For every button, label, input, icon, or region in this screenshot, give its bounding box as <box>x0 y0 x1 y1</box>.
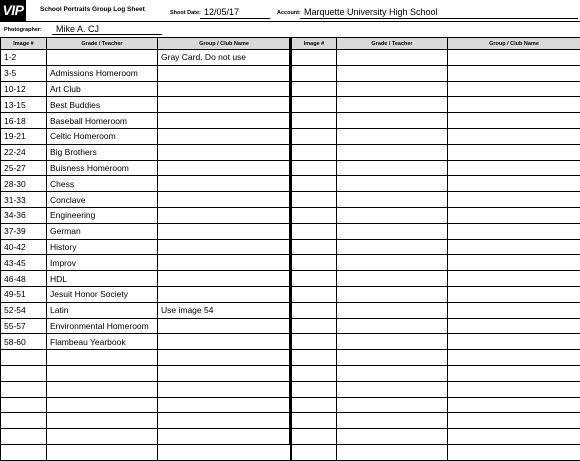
table-row <box>1 144 291 160</box>
table-row <box>1 350 291 366</box>
image-number-cell: 49-51 <box>1 286 47 302</box>
group-club-cell <box>448 350 580 366</box>
table-row <box>1 97 291 113</box>
grade-teacher-cell <box>337 255 448 271</box>
grade-teacher-cell <box>337 239 448 255</box>
image-number-cell <box>1 429 47 445</box>
table-row <box>1 444 291 460</box>
grade-teacher-cell: Baseball Homeroom <box>47 113 158 129</box>
table-row <box>292 160 580 176</box>
grade-teacher-cell: Celtic Homeroom <box>47 128 158 144</box>
header-grade-teacher: Grade / Teacher <box>47 38 158 50</box>
image-number-cell <box>292 397 337 413</box>
grade-teacher-cell <box>47 413 158 429</box>
group-club-cell <box>448 50 580 66</box>
photographer-underline <box>52 34 162 35</box>
table-row <box>1 113 291 129</box>
grade-teacher-cell <box>47 429 158 445</box>
table-row <box>292 444 580 460</box>
image-number-cell <box>292 286 337 302</box>
image-number-cell <box>292 334 337 350</box>
grade-teacher-cell: Jesuit Honor Society <box>47 286 158 302</box>
image-number-cell <box>292 81 337 97</box>
header-image-number: Image # <box>1 38 47 50</box>
table-row <box>1 176 291 192</box>
grade-teacher-cell: Big Brothers <box>47 144 158 160</box>
group-club-cell: Use image 54 <box>158 302 291 318</box>
image-number-cell: 43-45 <box>1 255 47 271</box>
shoot-date-label: Shoot Date: <box>170 10 201 16</box>
table-row <box>292 81 580 97</box>
account-label: Account: <box>277 10 301 16</box>
group-club-cell <box>448 286 580 302</box>
table-row <box>292 381 580 397</box>
group-club-cell <box>158 334 291 350</box>
group-club-cell <box>448 223 580 239</box>
table-row <box>1 397 291 413</box>
account-value: Marquette University High School <box>304 7 438 17</box>
image-number-cell: 34-36 <box>1 207 47 223</box>
table-row <box>292 113 580 129</box>
grade-teacher-cell <box>337 381 448 397</box>
group-club-cell: Gray Card. Do not use <box>158 50 291 66</box>
grade-teacher-cell <box>337 271 448 287</box>
table-row <box>292 223 580 239</box>
grade-teacher-cell: German <box>47 223 158 239</box>
image-number-cell <box>292 113 337 129</box>
table-row <box>1 128 291 144</box>
grade-teacher-cell <box>337 429 448 445</box>
grade-teacher-cell: Admissions Homeroom <box>47 65 158 81</box>
grade-teacher-cell <box>337 160 448 176</box>
image-number-cell <box>292 97 337 113</box>
table-row <box>1 302 291 318</box>
group-club-cell <box>448 160 580 176</box>
table-row <box>1 160 291 176</box>
group-club-cell <box>448 413 580 429</box>
grade-teacher-cell: Latin <box>47 302 158 318</box>
photographer-label: Photographer: <box>4 27 42 33</box>
grade-teacher-cell <box>47 397 158 413</box>
image-number-cell <box>292 271 337 287</box>
table-row <box>292 397 580 413</box>
header-image-number: Image # <box>292 38 337 50</box>
group-club-cell <box>158 318 291 334</box>
header-grade-teacher: Grade / Teacher <box>337 38 448 50</box>
table-row <box>1 429 291 445</box>
image-number-cell: 19-21 <box>1 128 47 144</box>
header-group-club: Group / Club Name <box>158 38 291 50</box>
table-row <box>292 334 580 350</box>
grade-teacher-cell <box>337 65 448 81</box>
group-club-cell <box>158 271 291 287</box>
table-row <box>292 192 580 208</box>
group-club-cell <box>448 128 580 144</box>
image-number-cell <box>292 413 337 429</box>
table-row <box>1 381 291 397</box>
image-number-cell <box>292 144 337 160</box>
image-number-cell: 16-18 <box>1 113 47 129</box>
table-row <box>1 50 291 66</box>
group-club-cell <box>158 97 291 113</box>
table-row <box>1 286 291 302</box>
image-number-cell <box>292 128 337 144</box>
group-club-cell <box>448 271 580 287</box>
image-number-cell: 31-33 <box>1 192 47 208</box>
group-club-cell <box>158 160 291 176</box>
grade-teacher-cell: Flambeau Yearbook <box>47 334 158 350</box>
image-number-cell <box>292 160 337 176</box>
table-row <box>292 50 580 66</box>
image-number-cell: 40-42 <box>1 239 47 255</box>
image-number-cell <box>1 413 47 429</box>
table-row <box>1 207 291 223</box>
table-row <box>1 239 291 255</box>
image-number-cell: 28-30 <box>1 176 47 192</box>
image-number-cell <box>292 65 337 81</box>
table-row <box>292 255 580 271</box>
image-number-cell: 13-15 <box>1 97 47 113</box>
grade-teacher-cell <box>337 192 448 208</box>
grade-teacher-cell <box>47 444 158 460</box>
group-club-cell <box>448 144 580 160</box>
group-club-cell <box>448 207 580 223</box>
grade-teacher-cell <box>337 397 448 413</box>
grade-teacher-cell <box>337 334 448 350</box>
image-number-cell <box>292 444 337 460</box>
group-club-cell <box>158 365 291 381</box>
grade-teacher-cell <box>337 81 448 97</box>
group-club-cell <box>158 255 291 271</box>
image-number-cell <box>1 350 47 366</box>
image-number-cell <box>292 381 337 397</box>
grade-teacher-cell: Best Buddies <box>47 97 158 113</box>
group-club-cell <box>448 192 580 208</box>
group-club-cell <box>158 429 291 445</box>
image-number-cell <box>292 176 337 192</box>
sheet-title: School Portraits Group Log Sheet <box>40 6 145 13</box>
group-club-cell <box>158 350 291 366</box>
grade-teacher-cell: Environmental Homeroom <box>47 318 158 334</box>
table-row <box>292 271 580 287</box>
grade-teacher-cell <box>337 207 448 223</box>
image-number-cell <box>1 444 47 460</box>
group-club-cell <box>448 239 580 255</box>
shoot-date-underline <box>200 18 270 19</box>
group-club-cell <box>448 65 580 81</box>
grade-teacher-cell <box>337 413 448 429</box>
grade-teacher-cell <box>47 50 158 66</box>
table-row <box>292 239 580 255</box>
vip-logo: VIP <box>0 0 26 21</box>
image-number-cell <box>292 239 337 255</box>
grade-teacher-cell <box>337 286 448 302</box>
table-row <box>292 286 580 302</box>
table-row <box>1 255 291 271</box>
grade-teacher-cell <box>47 381 158 397</box>
image-number-cell: 52-54 <box>1 302 47 318</box>
grade-teacher-cell <box>47 365 158 381</box>
table-row <box>292 365 580 381</box>
table-row <box>1 413 291 429</box>
group-club-cell <box>448 176 580 192</box>
group-club-cell <box>448 397 580 413</box>
image-number-cell <box>292 302 337 318</box>
image-number-cell <box>292 318 337 334</box>
photographer-value: Mike A. CJ <box>56 24 99 34</box>
group-club-cell <box>158 65 291 81</box>
grade-teacher-cell <box>47 350 158 366</box>
group-club-cell <box>158 192 291 208</box>
group-club-cell <box>448 302 580 318</box>
grade-teacher-cell: Art Club <box>47 81 158 97</box>
image-number-cell <box>292 255 337 271</box>
grade-teacher-cell <box>337 144 448 160</box>
image-number-cell <box>292 192 337 208</box>
group-club-cell <box>158 413 291 429</box>
image-number-cell: 25-27 <box>1 160 47 176</box>
image-number-cell <box>1 397 47 413</box>
table-row <box>292 207 580 223</box>
group-club-cell <box>158 444 291 460</box>
image-number-cell: 10-12 <box>1 81 47 97</box>
group-club-cell <box>158 113 291 129</box>
table-row <box>292 176 580 192</box>
header-group-club: Group / Club Name <box>448 38 580 50</box>
group-club-cell <box>158 239 291 255</box>
group-club-cell <box>158 286 291 302</box>
grade-teacher-cell: Buisness Homeroom <box>47 160 158 176</box>
grade-teacher-cell <box>337 128 448 144</box>
grade-teacher-cell: History <box>47 239 158 255</box>
group-club-cell <box>448 255 580 271</box>
group-club-cell <box>158 128 291 144</box>
image-number-cell <box>292 350 337 366</box>
grade-teacher-cell: Improv <box>47 255 158 271</box>
image-number-cell: 55-57 <box>1 318 47 334</box>
table-row <box>292 144 580 160</box>
group-club-cell <box>158 381 291 397</box>
table-row <box>292 97 580 113</box>
group-club-cell <box>158 207 291 223</box>
image-number-cell <box>292 223 337 239</box>
table-row <box>292 429 580 445</box>
group-club-cell <box>448 381 580 397</box>
header-divider <box>0 21 580 22</box>
right-log-table <box>291 37 580 461</box>
image-number-cell <box>292 429 337 445</box>
left-log-table <box>0 37 291 461</box>
group-club-cell <box>158 176 291 192</box>
table-row <box>292 413 580 429</box>
image-number-cell: 46-48 <box>1 271 47 287</box>
group-club-cell <box>448 429 580 445</box>
grade-teacher-cell <box>337 223 448 239</box>
grade-teacher-cell <box>337 113 448 129</box>
group-club-cell <box>448 334 580 350</box>
table-row <box>1 65 291 81</box>
image-number-cell <box>292 207 337 223</box>
group-club-cell <box>448 97 580 113</box>
table-row <box>1 223 291 239</box>
grade-teacher-cell: Chess <box>47 176 158 192</box>
image-number-cell <box>1 365 47 381</box>
image-number-cell <box>292 50 337 66</box>
grade-teacher-cell <box>337 97 448 113</box>
grade-teacher-cell <box>337 302 448 318</box>
group-club-cell <box>448 444 580 460</box>
image-number-cell: 22-24 <box>1 144 47 160</box>
table-row <box>292 302 580 318</box>
shoot-date-value: 12/05/17 <box>204 7 239 17</box>
image-number-cell: 37-39 <box>1 223 47 239</box>
grade-teacher-cell <box>337 50 448 66</box>
grade-teacher-cell: Engineering <box>47 207 158 223</box>
group-club-cell <box>158 144 291 160</box>
grade-teacher-cell <box>337 444 448 460</box>
table-row <box>1 365 291 381</box>
grade-teacher-cell: Conclave <box>47 192 158 208</box>
grade-teacher-cell: HDL <box>47 271 158 287</box>
group-club-cell <box>448 318 580 334</box>
table-row <box>1 334 291 350</box>
image-number-cell: 3-5 <box>1 65 47 81</box>
group-club-cell <box>448 113 580 129</box>
table-row <box>1 318 291 334</box>
group-club-cell <box>448 365 580 381</box>
image-number-cell: 1-2 <box>1 50 47 66</box>
table-row <box>1 192 291 208</box>
image-number-cell: 58-60 <box>1 334 47 350</box>
table-row <box>292 128 580 144</box>
table-row <box>292 65 580 81</box>
image-number-cell <box>292 365 337 381</box>
table-row <box>292 318 580 334</box>
table-row <box>1 271 291 287</box>
grade-teacher-cell <box>337 318 448 334</box>
grade-teacher-cell <box>337 350 448 366</box>
group-club-cell <box>158 223 291 239</box>
grade-teacher-cell <box>337 365 448 381</box>
group-club-cell <box>448 81 580 97</box>
grade-teacher-cell <box>337 176 448 192</box>
table-row <box>292 350 580 366</box>
account-underline <box>300 18 578 19</box>
group-club-cell <box>158 81 291 97</box>
table-row <box>1 81 291 97</box>
image-number-cell <box>1 381 47 397</box>
group-club-cell <box>158 397 291 413</box>
